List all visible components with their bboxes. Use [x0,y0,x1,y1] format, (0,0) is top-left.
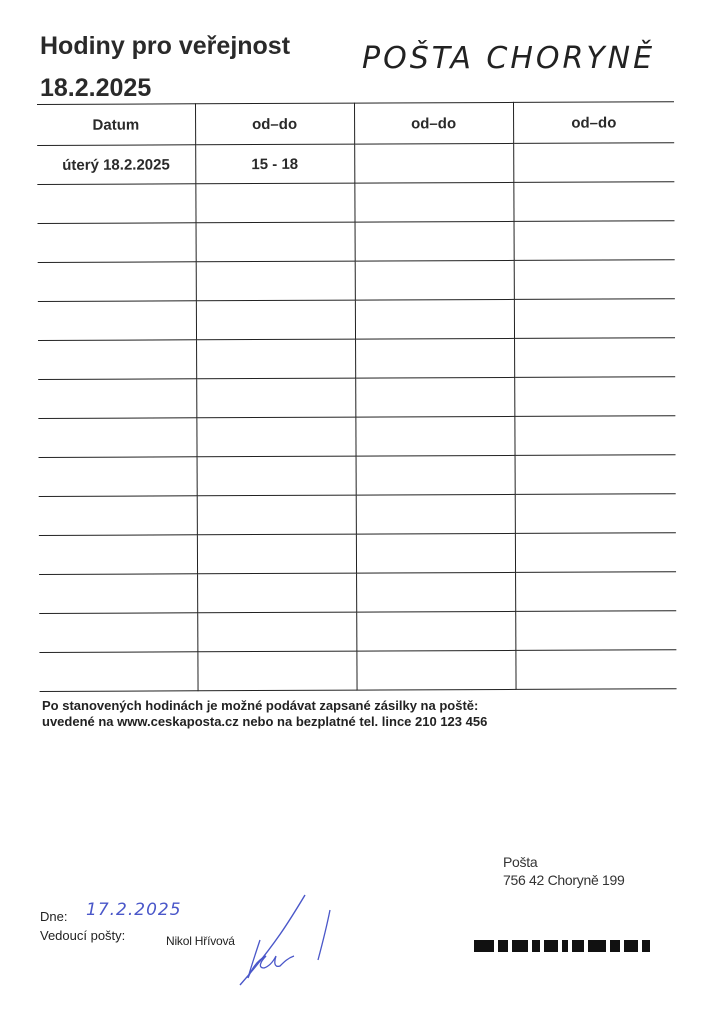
cell-od-do [356,494,515,534]
cell-od-do [354,182,513,222]
cell-od-do [355,416,514,456]
cell-date: úterý 18.2.2025 [37,145,195,185]
table-row [39,533,676,575]
cell-date [39,457,197,497]
cell-date [39,535,197,575]
title-line-2: 18.2.2025 [40,74,152,102]
cell-date [39,496,197,536]
manager-label: Vedoucí pošty: [40,928,126,943]
note-line-2: uvedené na www.ceskaposta.cz nebo na bezplatné tel. lince 210 123 456 [42,714,488,729]
header-datum: Datum [37,104,195,146]
cell-od-do [197,456,356,496]
cell-date [38,223,196,263]
title-line-1: Hodiny pro veřejnost [40,32,291,60]
cell-od-do [196,417,355,457]
table-row [39,455,676,497]
cell-od-do [196,300,355,340]
cell-od-do [196,261,355,301]
table-row [39,611,676,653]
office-address: 756 42 Choryně 199 [503,872,625,888]
cell-od-do [356,650,515,690]
cell-od-do [355,221,514,261]
cell-od-do [514,416,675,456]
cell-od-do [197,534,356,574]
cell-od-do [513,143,674,183]
table-row [38,338,675,380]
cell-od-do [355,377,514,417]
table-row [38,299,675,341]
cell-date [39,574,197,614]
table-row [39,494,676,536]
table-row [38,416,675,458]
hours-table [37,101,677,692]
cell-date [38,379,196,419]
table-row [37,182,674,224]
cell-od-do [355,338,514,378]
cell-date [39,652,197,692]
cell-od-do [514,338,675,378]
cell-od-do [515,650,676,690]
document-title [40,30,290,104]
note-line-1: Po stanovených hodinách je možné podávat zapsané zásilky na poště: [42,698,479,713]
cell-od-do: 15 - 18 [195,144,354,184]
cell-od-do [196,339,355,379]
date-value: 17.2.2025 [86,900,182,920]
cell-od-do [197,495,356,535]
opening-note [42,698,682,730]
handwritten-title [360,30,690,80]
ceska-posta-logo [474,936,674,954]
cell-od-do [195,183,354,223]
cell-od-do [515,611,676,651]
table-row [38,260,675,302]
office-name: Pošta [503,854,538,870]
table-row [38,221,675,263]
cell-od-do [515,455,676,495]
table-row [39,650,676,692]
cell-od-do [354,143,513,183]
cell-od-do [514,260,675,300]
cell-od-do [355,299,514,339]
cell-od-do [356,611,515,651]
cell-date [37,184,195,224]
date-label: Dne: [40,909,68,924]
cell-od-do [515,494,676,534]
manager-name: Nikol Hřívová [166,934,235,948]
cell-od-do [356,455,515,495]
cell-od-do [197,612,356,652]
header-od-do-3: od–do [513,102,674,144]
cell-od-do [515,572,676,612]
cell-od-do [514,221,675,261]
cell-od-do [197,573,356,613]
signature [230,890,340,990]
cell-od-do [196,222,355,262]
cell-date [38,262,196,302]
cell-od-do [355,260,514,300]
cell-date [38,340,196,380]
post-office-address [503,853,624,889]
handwritten-title-text: POŠTA CHORYNĚ [362,41,656,76]
cell-date [39,613,197,653]
cell-od-do [197,651,356,691]
table-row [39,572,676,614]
cell-date [38,418,196,458]
table-row [37,143,674,185]
cell-od-do [196,378,355,418]
cell-od-do [515,533,676,573]
header-row [37,102,674,146]
cell-date [38,301,196,341]
cell-od-do [513,182,674,222]
table-row [38,377,675,419]
cell-od-do [356,572,515,612]
cell-od-do [514,299,675,339]
cell-od-do [514,377,675,417]
header-od-do-1: od–do [195,103,354,145]
header-od-do-2: od–do [354,102,513,144]
cell-od-do [356,533,515,573]
